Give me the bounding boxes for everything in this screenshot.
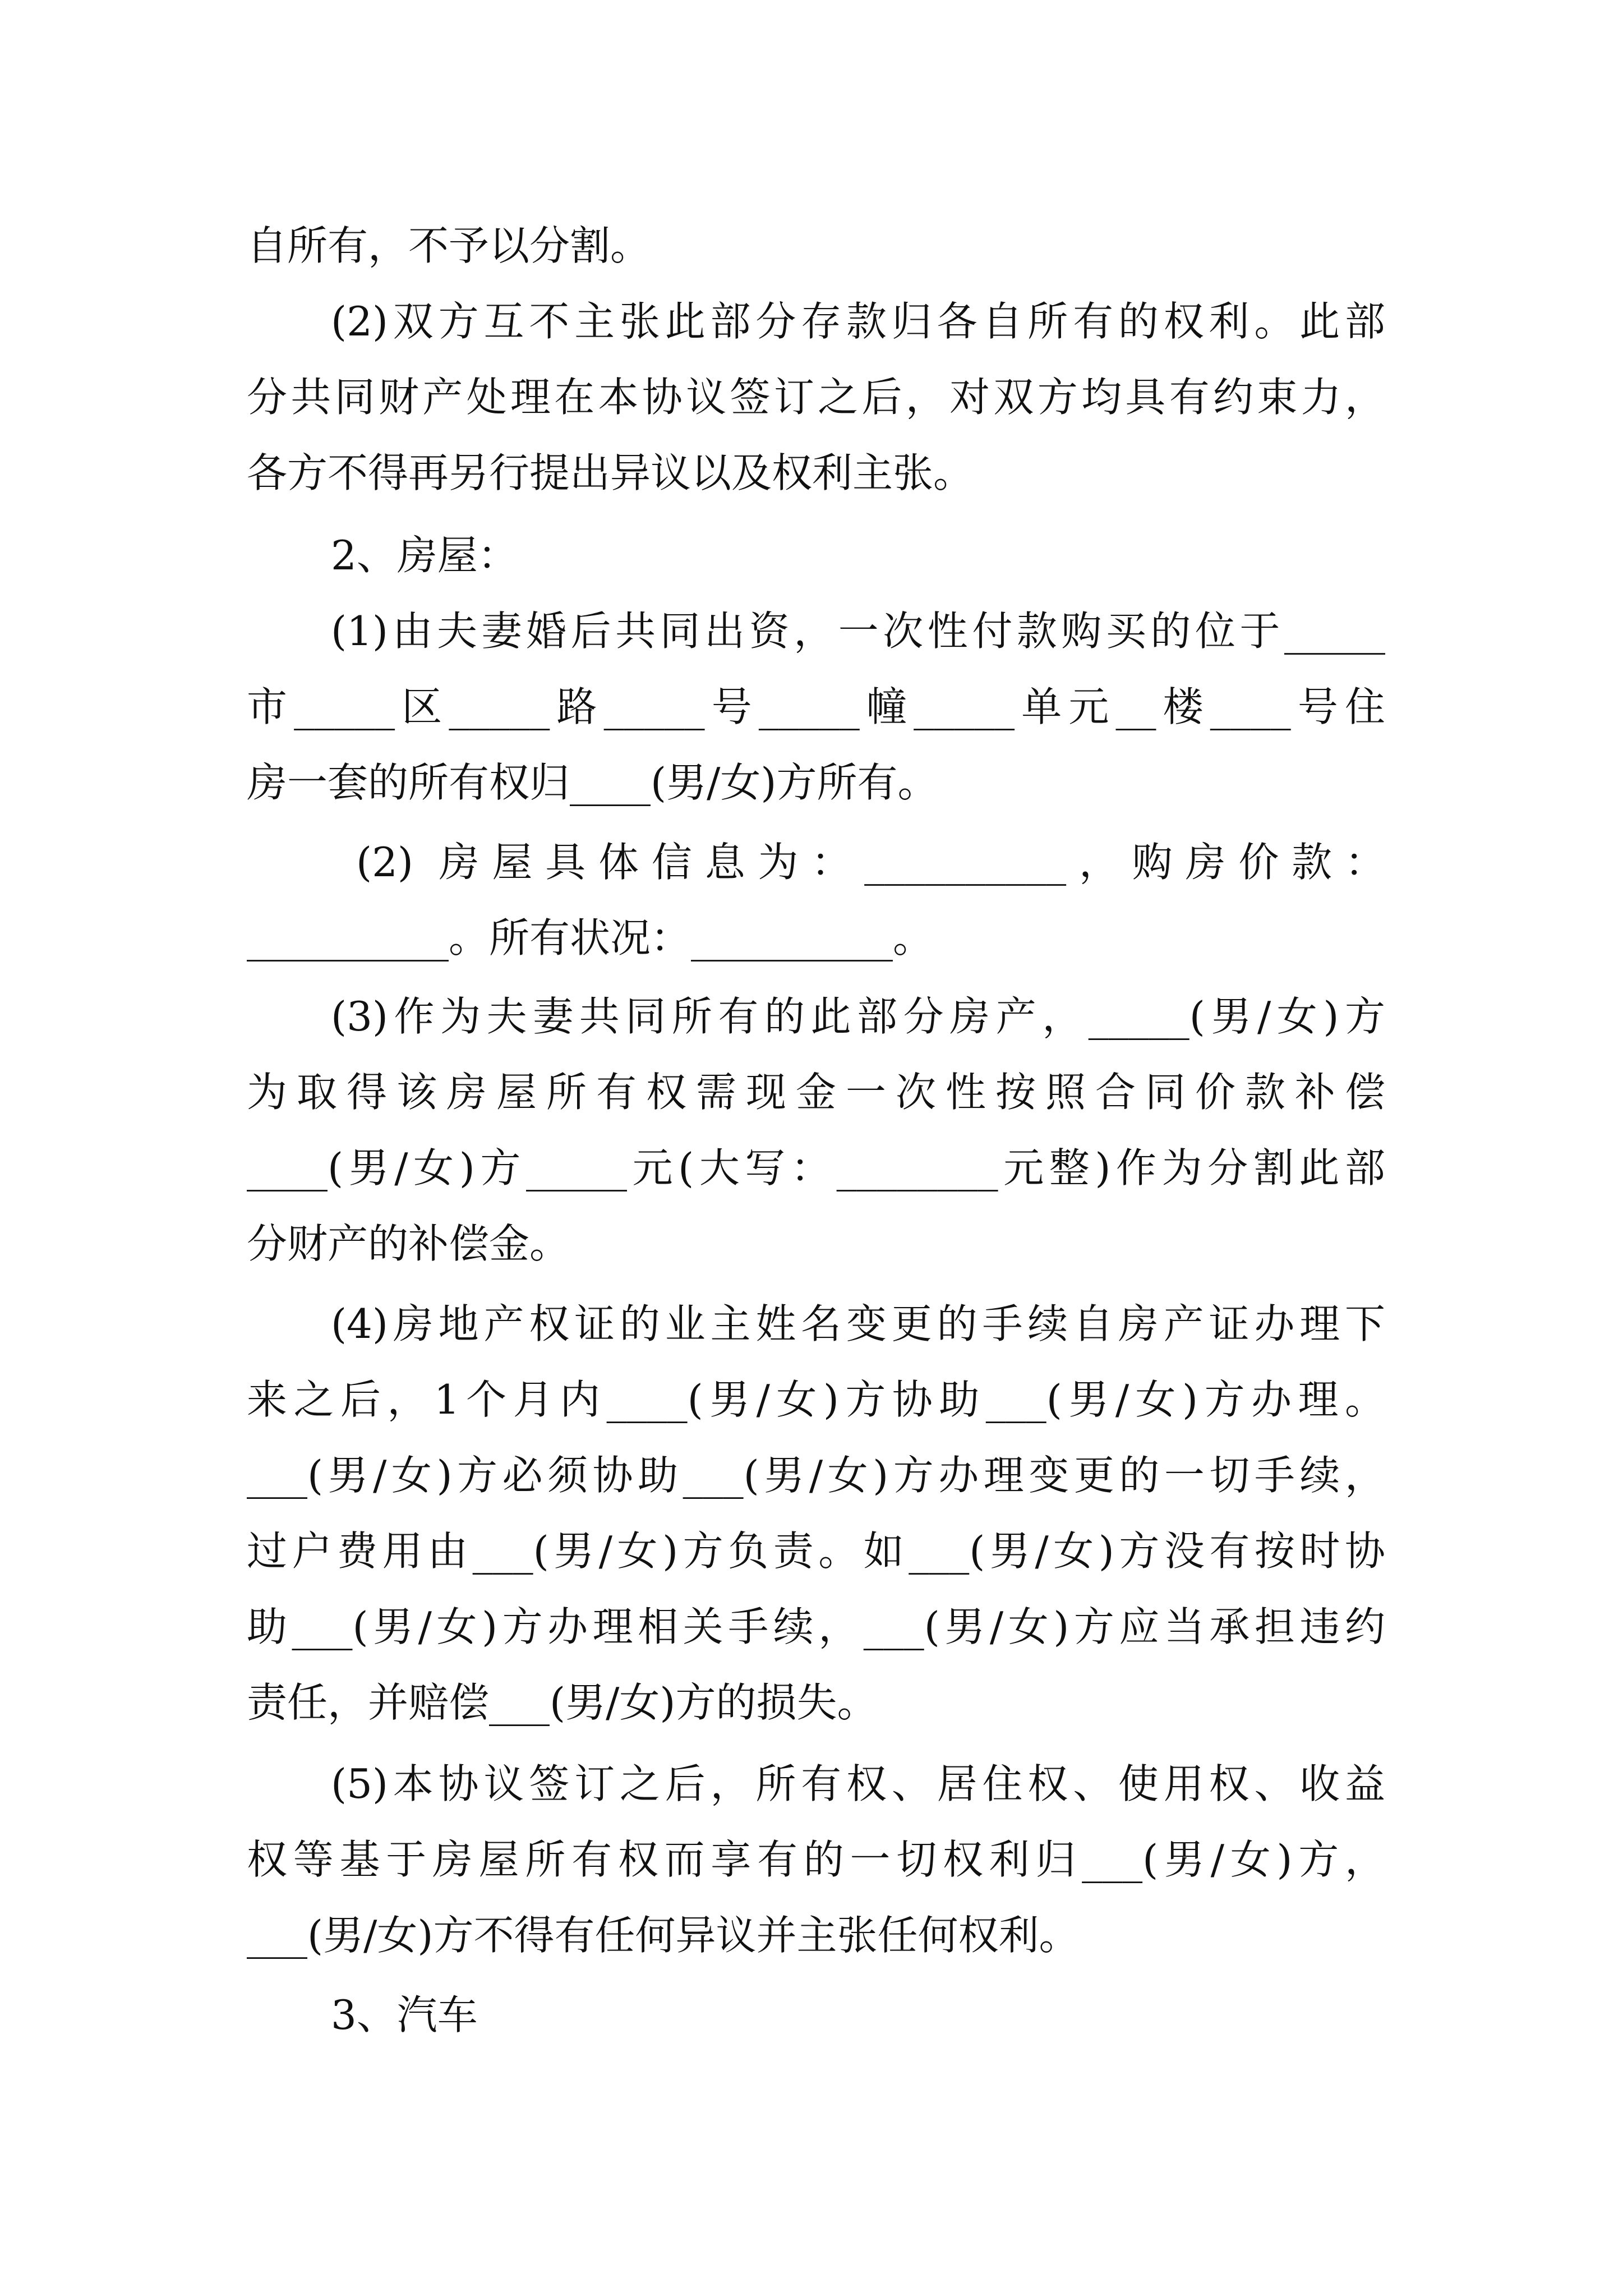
text-line-7: 市_____区_____路_____号_____幢_____单元__楼____号住	[247, 683, 1385, 730]
text-line-23: ___(男/女)方不得有任何异议并主张任何权利。	[247, 1912, 1080, 1959]
text-line-13: ____(男/女)方_____元(大写：________元整)作为分割此部	[247, 1144, 1385, 1191]
text-line-11: (3)作为夫妻共同所有的此部分房产，_____(男/女)方	[331, 993, 1385, 1040]
text-line-6: (1)由夫妻婚后共同出资，一次性付款购买的位于_____	[331, 608, 1385, 655]
text-line-9: (2) 房屋具体信息为：__________，购房价款：	[356, 839, 1385, 886]
section-heading-car: 3、汽车	[331, 1991, 478, 2039]
text-line-21: (5)本协议签订之后，所有权、居住权、使用权、收益	[331, 1760, 1385, 1807]
text-line-1: 自所有，不予以分割。	[247, 222, 651, 269]
text-line-22: 权等基于房屋所有权而享有的一切权利归___(男/女)方，	[247, 1836, 1385, 1883]
text-line-2: (2)双方互不主张此部分存款归各自所有的权利。此部	[331, 298, 1385, 345]
text-line-18: 过户费用由___(男/女)方负责。如___(男/女)方没有按时协	[247, 1527, 1385, 1575]
text-line-16: 来之后，1个月内____(男/女)方协助___(男/女)方办理。	[247, 1376, 1385, 1423]
section-heading-house: 2、房屋：	[331, 532, 518, 579]
text-line-3: 分共同财产处理在本协议签订之后，对双方均具有约束力，	[247, 374, 1385, 421]
text-line-15: (4)房地产权证的业主姓名变更的手续自房产证办理下	[331, 1300, 1385, 1347]
text-line-20: 责任，并赔偿___(男/女)方的损失。	[247, 1679, 878, 1726]
text-line-14: 分财产的补偿金。	[247, 1220, 570, 1267]
text-line-17: ___(男/女)方必须协助___(男/女)方办理变更的一切手续，	[247, 1452, 1385, 1499]
text-line-10: __________。所有状况：__________。	[247, 914, 934, 961]
text-line-8: 房一套的所有权归____(男/女)方所有。	[247, 759, 938, 806]
text-line-4: 各方不得再另行提出异议以及权利主张。	[247, 449, 974, 496]
text-line-12: 为取得该房屋所有权需现金一次性按照合同价款补偿	[247, 1069, 1385, 1116]
text-line-19: 助___(男/女)方办理相关手续，___(男/女)方应当承担违约	[247, 1603, 1385, 1650]
